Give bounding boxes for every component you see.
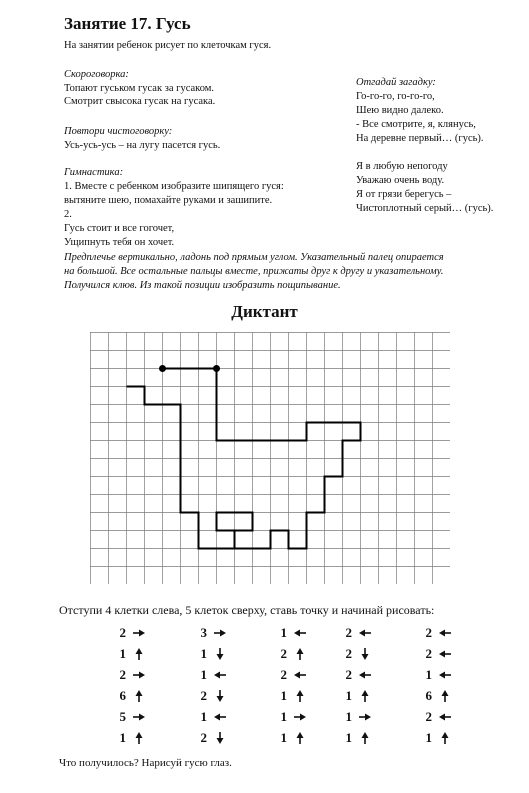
riddle-line: - Все смотрите, я, клянусь, (356, 119, 476, 130)
step-count: 2 (345, 624, 352, 640)
step-count: 3 (200, 624, 207, 640)
arrow-up-icon (432, 689, 458, 703)
step-count: 5 (119, 708, 126, 724)
arrow-up-icon (352, 731, 378, 745)
dictation-step (273, 727, 317, 748)
dictation-column (418, 622, 462, 748)
dictation-step (418, 727, 462, 748)
arrow-left-icon (207, 710, 233, 724)
tongue-twister-line: Топают гуськом гусак за гусаком. (64, 83, 215, 94)
dictation-step (193, 685, 237, 706)
riddle-line: На деревне первый… (гусь). (356, 133, 484, 144)
step-count: 2 (345, 666, 352, 682)
dictation-step (418, 685, 462, 706)
arrow-left-icon (352, 626, 378, 640)
step-count: 2 (119, 666, 126, 682)
dictation-step (273, 643, 317, 664)
dictation-step (273, 685, 317, 706)
arrow-right-icon (126, 710, 152, 724)
arrow-left-icon (432, 668, 458, 682)
arrow-right-icon (126, 626, 152, 640)
step-count: 2 (425, 624, 432, 640)
dictation-step (418, 706, 462, 727)
step-count: 1 (425, 666, 432, 682)
dictation-step (273, 706, 317, 727)
gymnastics-note: на большой. Все остальные пальцы вместе, прижаты друг к другу и указательному. (64, 266, 444, 277)
goose-eye (213, 365, 220, 372)
gymnastics-line: 1. Вместе с ребенком изобразите шипящего гуся: (64, 181, 284, 192)
step-count: 2 (425, 708, 432, 724)
arrow-up-icon (432, 731, 458, 745)
arrow-up-icon (126, 689, 152, 703)
dictation-step (338, 685, 382, 706)
riddle-line: Шею видно далеко. (356, 105, 444, 116)
dictation-step (338, 706, 382, 727)
step-count: 2 (200, 687, 207, 703)
arrow-right-icon (352, 710, 378, 724)
dictation-step (112, 685, 156, 706)
arrow-left-icon (352, 668, 378, 682)
arrow-left-icon (287, 668, 313, 682)
arrow-down-icon (207, 689, 233, 703)
page-subtitle: На занятии ребенок рисует по клеточкам гуся. (64, 40, 272, 51)
gymnastics-line: 2. (64, 209, 72, 220)
dictation-column (273, 622, 317, 748)
dictation-title: Диктант (231, 302, 298, 321)
arrow-left-icon (287, 626, 313, 640)
gymnastics-note: Предплечье вертикально, ладонь под прямым углом. Указательный палец опирается (64, 252, 444, 263)
arrow-up-icon (287, 647, 313, 661)
dictation-instruction: Отступи 4 клетки слева, 5 клеток сверху, ставь точку и начинай рисовать: (59, 603, 435, 617)
dictation-step (418, 622, 462, 643)
tongue-twister-line: Смотрит свысока гусак на гусака. (64, 96, 216, 107)
step-count: 1 (280, 624, 287, 640)
dictation-step (338, 727, 382, 748)
arrow-up-icon (352, 689, 378, 703)
dictation-step (338, 622, 382, 643)
arrow-right-icon (207, 626, 233, 640)
arrow-up-icon (126, 647, 152, 661)
chant-heading: Повтори чистоговорку: (64, 126, 173, 137)
arrow-left-icon (432, 710, 458, 724)
dictation-step (273, 664, 317, 685)
dictation-step (112, 727, 156, 748)
riddle-line: Я от грязи берегусь – (356, 189, 452, 200)
step-count: 2 (119, 624, 126, 640)
dictation-column (112, 622, 156, 748)
arrow-up-icon (287, 731, 313, 745)
arrow-left-icon (432, 626, 458, 640)
step-count: 2 (280, 666, 287, 682)
arrow-up-icon (287, 689, 313, 703)
step-count: 2 (345, 645, 352, 661)
dictation-step (112, 643, 156, 664)
step-count: 1 (119, 729, 126, 745)
step-count: 1 (200, 666, 207, 682)
step-count: 1 (119, 645, 126, 661)
step-count: 1 (280, 687, 287, 703)
arrow-left-icon (432, 647, 458, 661)
step-count: 1 (280, 708, 287, 724)
riddle-line: Чистоплотный серый… (гусь). (356, 203, 494, 214)
gymnastics-line: вытяните шею, помахайте руками и зашипите. (64, 195, 273, 206)
step-count: 1 (345, 687, 352, 703)
dictation-step (112, 622, 156, 643)
step-count: 1 (200, 645, 207, 661)
dictation-step (418, 643, 462, 664)
step-count: 2 (425, 645, 432, 661)
gymnastics-note: Получился клюв. Из такой позиции изобразить пощипывание. (64, 280, 341, 291)
tongue-twister-heading: Скороговорка: (64, 69, 129, 80)
riddle-line: Уважаю очень воду. (356, 175, 445, 186)
step-count: 1 (280, 729, 287, 745)
arrow-up-icon (126, 731, 152, 745)
dictation-question: Что получилось? Нарисуй гусю глаз. (59, 757, 232, 769)
arrow-right-icon (287, 710, 313, 724)
dictation-step (112, 706, 156, 727)
gymnastics-heading: Гимнастика: (64, 167, 124, 178)
step-count: 2 (280, 645, 287, 661)
dictation-step (338, 643, 382, 664)
dictation-step (193, 664, 237, 685)
step-count: 2 (200, 729, 207, 745)
step-count: 1 (200, 708, 207, 724)
goose-grid (90, 332, 450, 584)
gymnastics-line: Ущипнуть тебя он хочет. (64, 237, 175, 248)
dictation-step (338, 664, 382, 685)
dictation-column (193, 622, 237, 748)
step-count: 6 (119, 687, 126, 703)
step-count: 6 (425, 687, 432, 703)
arrow-right-icon (126, 668, 152, 682)
dictation-step (193, 622, 237, 643)
arrow-down-icon (207, 731, 233, 745)
riddle-line: Я в любую непогоду (356, 161, 448, 172)
page-title: Занятие 17. Гусь (64, 14, 191, 33)
gymnastics-line: Гусь стоит и все гогочет, (64, 223, 175, 234)
step-count: 1 (345, 729, 352, 745)
dictation-step (273, 622, 317, 643)
step-count: 1 (425, 729, 432, 745)
start-dot (159, 365, 166, 372)
dictation-step (193, 706, 237, 727)
riddle-heading: Отгадай загадку: (356, 77, 436, 88)
step-count: 1 (345, 708, 352, 724)
dictation-step (193, 727, 237, 748)
dictation-step (418, 664, 462, 685)
dictation-column (338, 622, 382, 748)
arrow-down-icon (352, 647, 378, 661)
riddle-line: Го-го-го, го-го-го, (356, 91, 435, 102)
chant-line: Усь-усь-усь – на лугу пасется гусь. (64, 140, 221, 151)
arrow-left-icon (207, 668, 233, 682)
dictation-step (112, 664, 156, 685)
dictation-step (193, 643, 237, 664)
arrow-down-icon (207, 647, 233, 661)
